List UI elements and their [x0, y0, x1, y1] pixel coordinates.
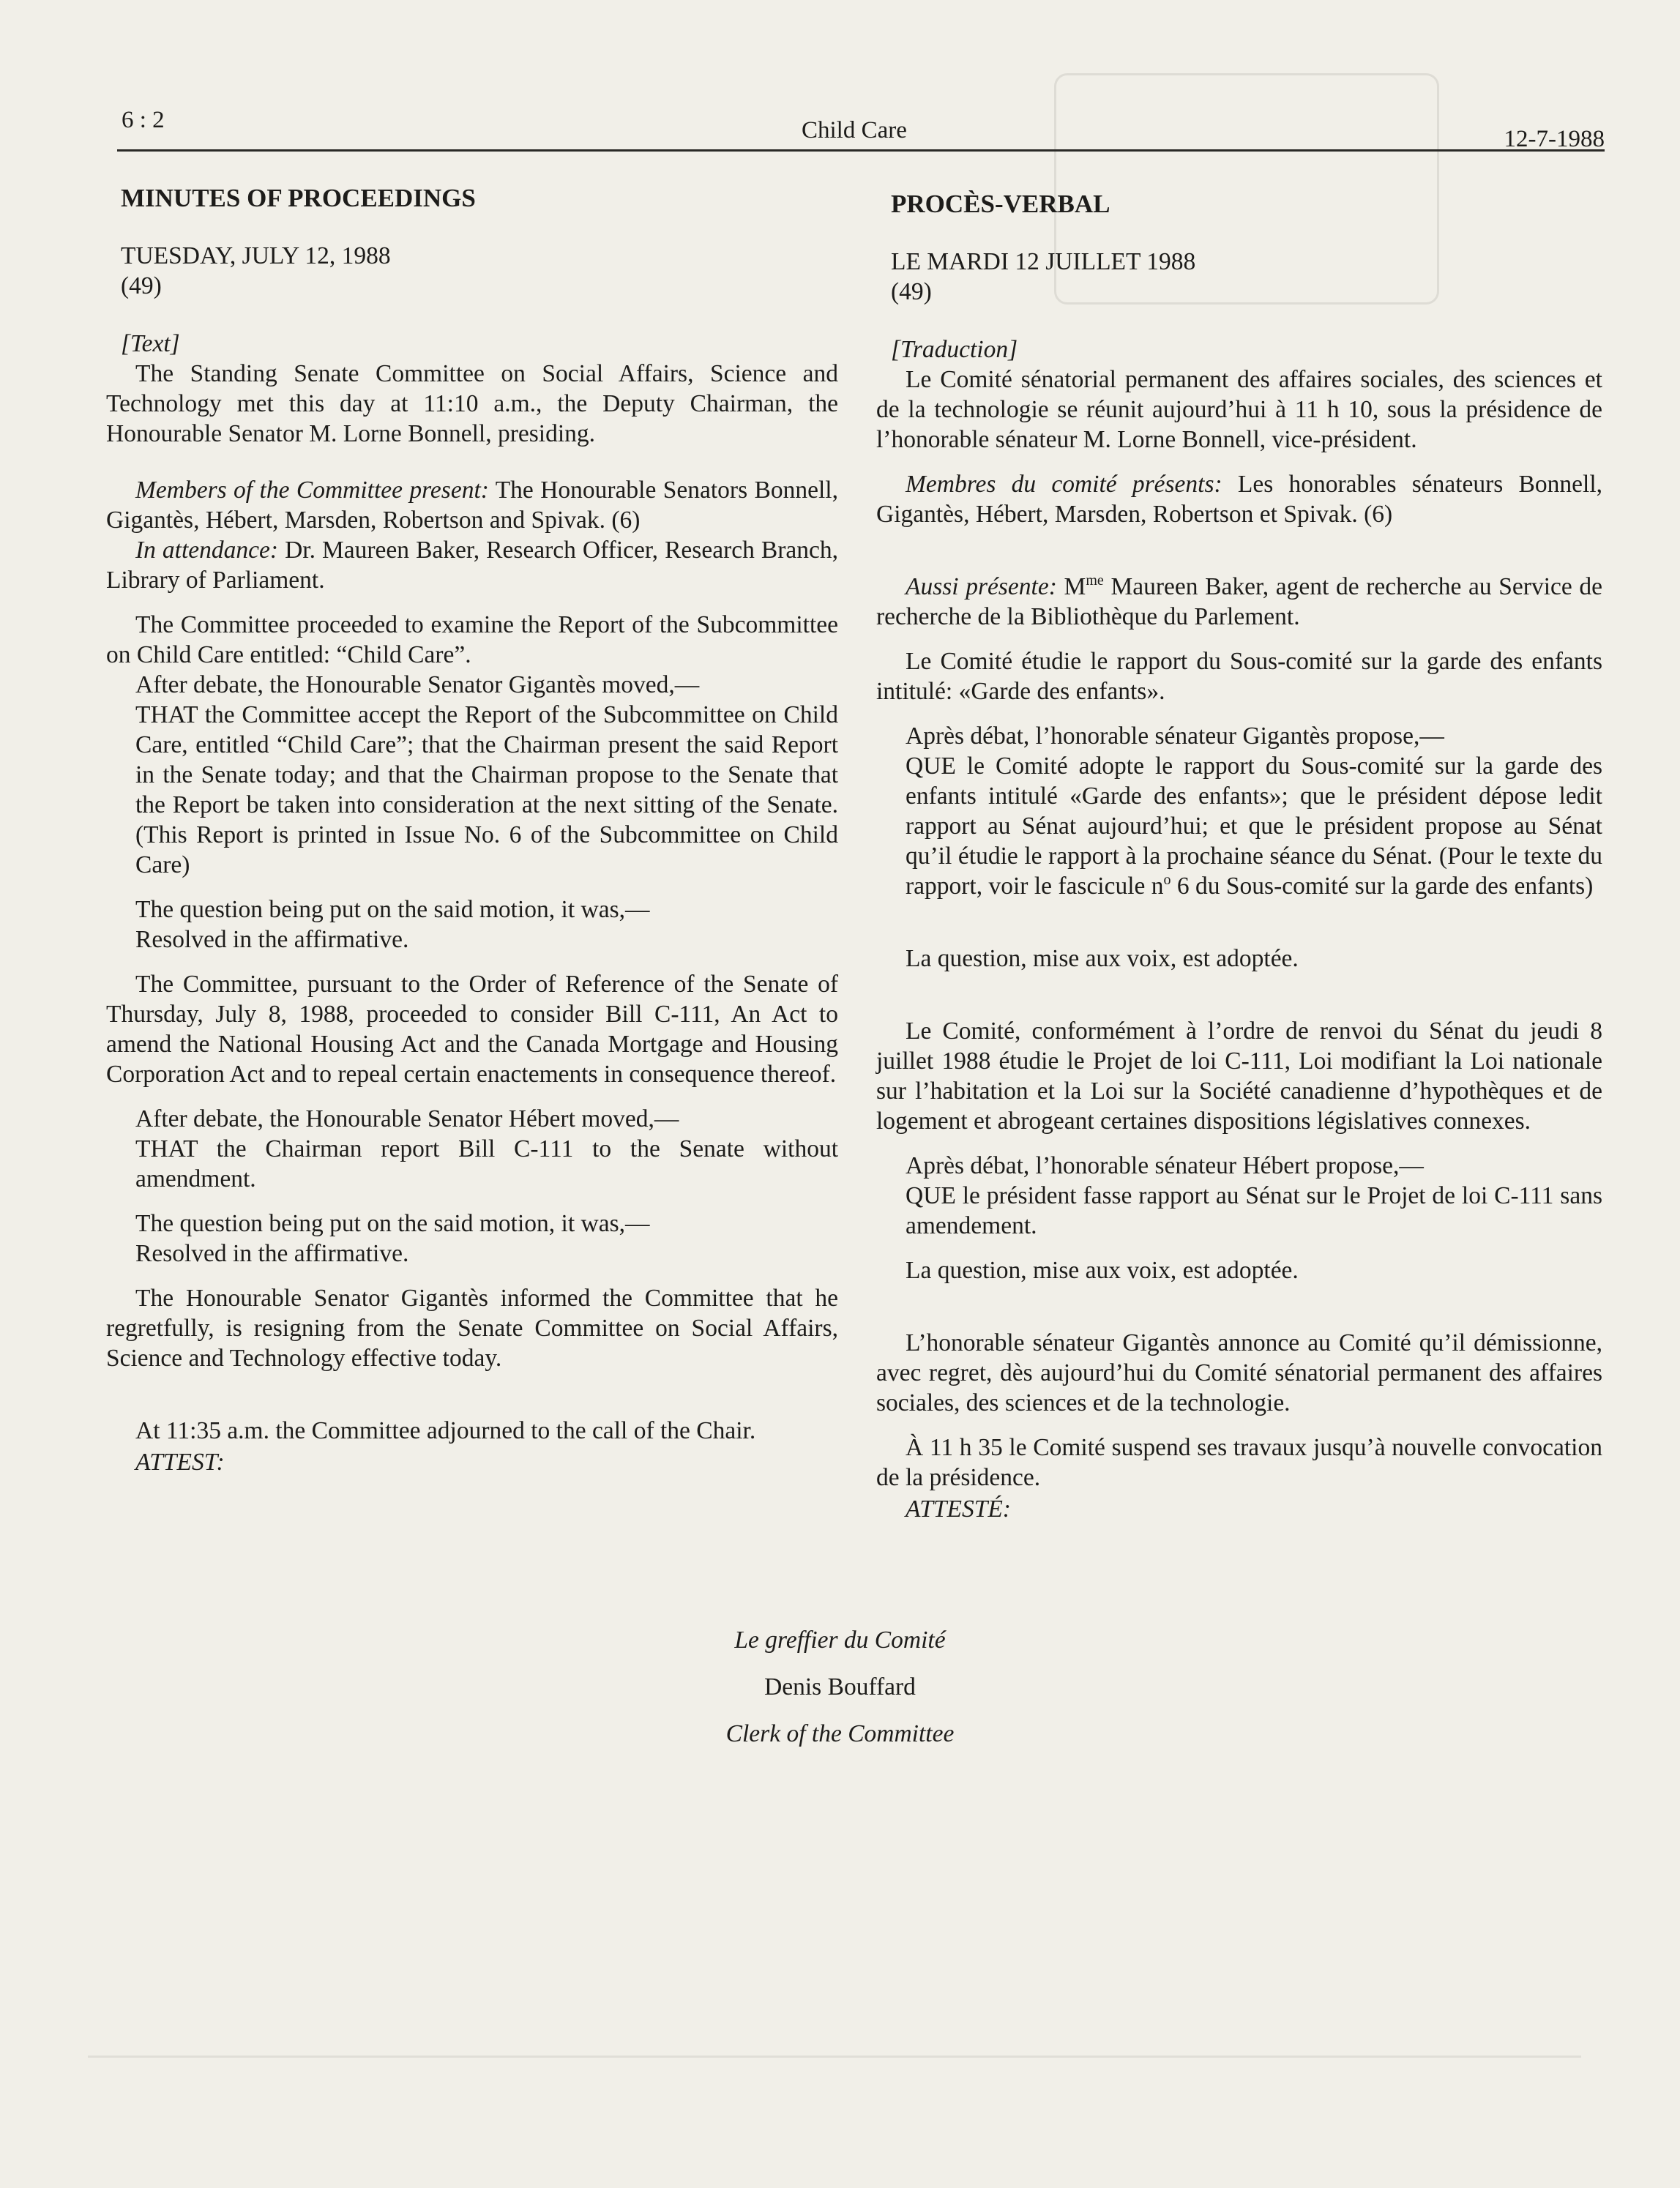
french-question-1: La question, mise aux voix, est adoptée. [906, 945, 1299, 972]
english-attest: ATTEST: [135, 1449, 225, 1476]
english-bill-paragraph: The Committee, pursuant to the Order of Reference of the Senate of Thursday, July 8, 1988, proceeded to consider Bill C-111, An Act to amend the National Housing Act and the Canada Mortgage and Housing Corporation Act and to repeal certain enactements in consequence thereof. [106, 971, 838, 1088]
french-attendance-superscript: me [1086, 572, 1104, 589]
english-text-label: [Text] [121, 330, 180, 357]
french-members-paragraph [876, 469, 1602, 529]
french-issue-number: (49) [891, 278, 932, 305]
english-issue-number: (49) [121, 272, 162, 299]
clerk-title-english: Clerk of the Committee [725, 1720, 955, 1747]
english-heading: MINUTES OF PROCEEDINGS [121, 184, 476, 212]
english-motion-2-intro: After debate, the Honourable Senator Hébert moved,— [135, 1105, 679, 1132]
french-resignation-paragraph: L’honorable sénateur Gigantès annonce au Comité qu’il démissionne, avec regret, dès aujourd’hui du Comité sénatorial permanent des affaires sociales, des sciences et de la technologie. [876, 1329, 1602, 1416]
bleed-through-rule [88, 2056, 1581, 2058]
french-motion-1-text [876, 751, 1602, 901]
english-motion-2-text: THAT the Chairman report Bill C-111 to the Senate without amendment. [135, 1135, 838, 1192]
french-adjournment-paragraph: À 11 h 35 le Comité suspend ses travaux jusqu’à nouvelle convocation de la présidence. [876, 1434, 1602, 1491]
french-attest: ATTESTÉ: [906, 1496, 1011, 1523]
page-number: 6 : 2 [122, 107, 165, 133]
french-attendance-prefix: M [1064, 573, 1086, 600]
french-question-2: La question, mise aux voix, est adoptée. [906, 1257, 1299, 1284]
english-attendance-text: Dr. Maureen Baker, Research Officer, Research Branch, Library of Parliament. [106, 537, 838, 594]
french-motion-1-superscript: o [1163, 872, 1171, 888]
french-opening-paragraph: Le Comité sénatorial permanent des affaires sociales, des sciences et de la technologie se réunit aujourd’hui à 11 h 10, sous la présidence de l’honorable sénateur M. Lorne Bonnell, vice-président. [876, 366, 1602, 453]
french-attendance-label: Aussi présente: [906, 573, 1057, 600]
french-heading: PROCÈS-VERBAL [891, 190, 1110, 218]
running-title: Child Care [802, 117, 907, 143]
english-attendance-paragraph [106, 535, 838, 595]
french-column [876, 189, 1602, 1524]
english-date: TUESDAY, JULY 12, 1988 [121, 242, 391, 269]
french-attendance-paragraph [876, 572, 1602, 632]
english-members-label: Members of the Committee present: [135, 477, 489, 504]
english-attendance-label: In attendance: [135, 537, 279, 564]
clerk-name: Denis Bouffard [764, 1673, 916, 1700]
running-header [117, 102, 1605, 152]
french-members-text: Les honorables sénateurs Bonnell, Gigantès, Hébert, Marsden, Robertson et Spivak. (6) [876, 471, 1603, 528]
english-resolved-1: Resolved in the affirmative. [135, 926, 409, 953]
english-opening-paragraph: The Standing Senate Committee on Social Affairs, Science and Technology met this day at 11:10 a.m., the Deputy Chairman, the Honourable Senator M. Lorne Bonnell, presiding. [106, 360, 838, 447]
french-bill-paragraph: Le Comité, conformément à l’ordre de renvoi du Sénat du jeudi 8 juillet 1988 étudie le Projet de loi C-111, Loi modifiant la Loi nationale sur l’habitation et la Loi sur la Société canadienne d’hypothèques et de logement et abrogeant certaines dispositions législatives connexes. [876, 1018, 1602, 1135]
english-adjournment-paragraph: At 11:35 a.m. the Committee adjourned to the call of the Chair. [135, 1417, 756, 1444]
french-members-label: Membres du comité présents: [906, 471, 1222, 498]
french-motion-1-text-main: QUE le Comité adopte le rapport du Sous-comité sur la garde des enfants intitulé «Garde des enfants»; que le président dépose ledit rapport au Sénat aujourd’hui; et que le président propose au Sénat qu’il étudie le rapport à la prochaine séance du Sénat. (Pour le texte du rapport, voir le fascicule n [906, 753, 1602, 900]
english-resignation-paragraph: The Honourable Senator Gigantès informed the Committee that he regretfully, is resigning from the Senate Committee on Social Affairs, Science and Technology effective today. [106, 1285, 838, 1372]
french-motion-1-intro: Après débat, l’honorable sénateur Gigantès propose,— [906, 723, 1444, 750]
french-date-block [891, 247, 1602, 307]
english-members-text: The Honourable Senators Bonnell, Gigantès, Hébert, Marsden, Robertson and Spivak. (6) [106, 477, 838, 534]
french-text-label: [Traduction] [891, 336, 1018, 363]
header-date: 12-7-1988 [1504, 126, 1605, 152]
english-members-paragraph [106, 475, 838, 535]
french-motion-2-intro: Après débat, l’honorable sénateur Hébert propose,— [906, 1152, 1424, 1179]
clerk-title-french: Le greffier du Comité [734, 1627, 946, 1654]
english-question-1: The question being put on the said motion, it was,— [135, 896, 650, 923]
french-report-paragraph: Le Comité étudie le rapport du Sous-comité sur la garde des enfants intitulé: «Garde des enfants». [876, 648, 1602, 705]
french-motion-2-text: QUE le président fasse rapport au Sénat sur le Projet de loi C-111 sans amendement. [906, 1182, 1602, 1239]
english-date-block [121, 241, 838, 301]
french-attendance-text: Maureen Baker, agent de recherche au Service de recherche de la Bibliothèque du Parlement. [876, 573, 1603, 630]
english-resolved-2: Resolved in the affirmative. [135, 1240, 409, 1267]
french-date: LE MARDI 12 JUILLET 1988 [891, 248, 1196, 275]
english-motion-1-intro: After debate, the Honourable Senator Gigantès moved,— [135, 671, 700, 698]
english-motion-1-text: THAT the Committee accept the Report of the Subcommittee on Child Care, entitled “Child Care”; that the Chairman present the said Report in the Senate today; and that the Chairman propose to the Senate that the Report be taken into consideration at the next sitting of the Senate. (This Report is printed in Issue No. 6 of the Subcommittee on Child Care) [135, 701, 838, 878]
english-report-paragraph: The Committee proceeded to examine the Report of the Subcommittee on Child Care entitled: “Child Care”. [106, 611, 838, 668]
english-column [106, 183, 838, 1477]
french-motion-1-text-end: 6 du Sous-comité sur la garde des enfants) [1171, 873, 1594, 900]
english-question-2: The question being put on the said motion, it was,— [135, 1210, 650, 1237]
